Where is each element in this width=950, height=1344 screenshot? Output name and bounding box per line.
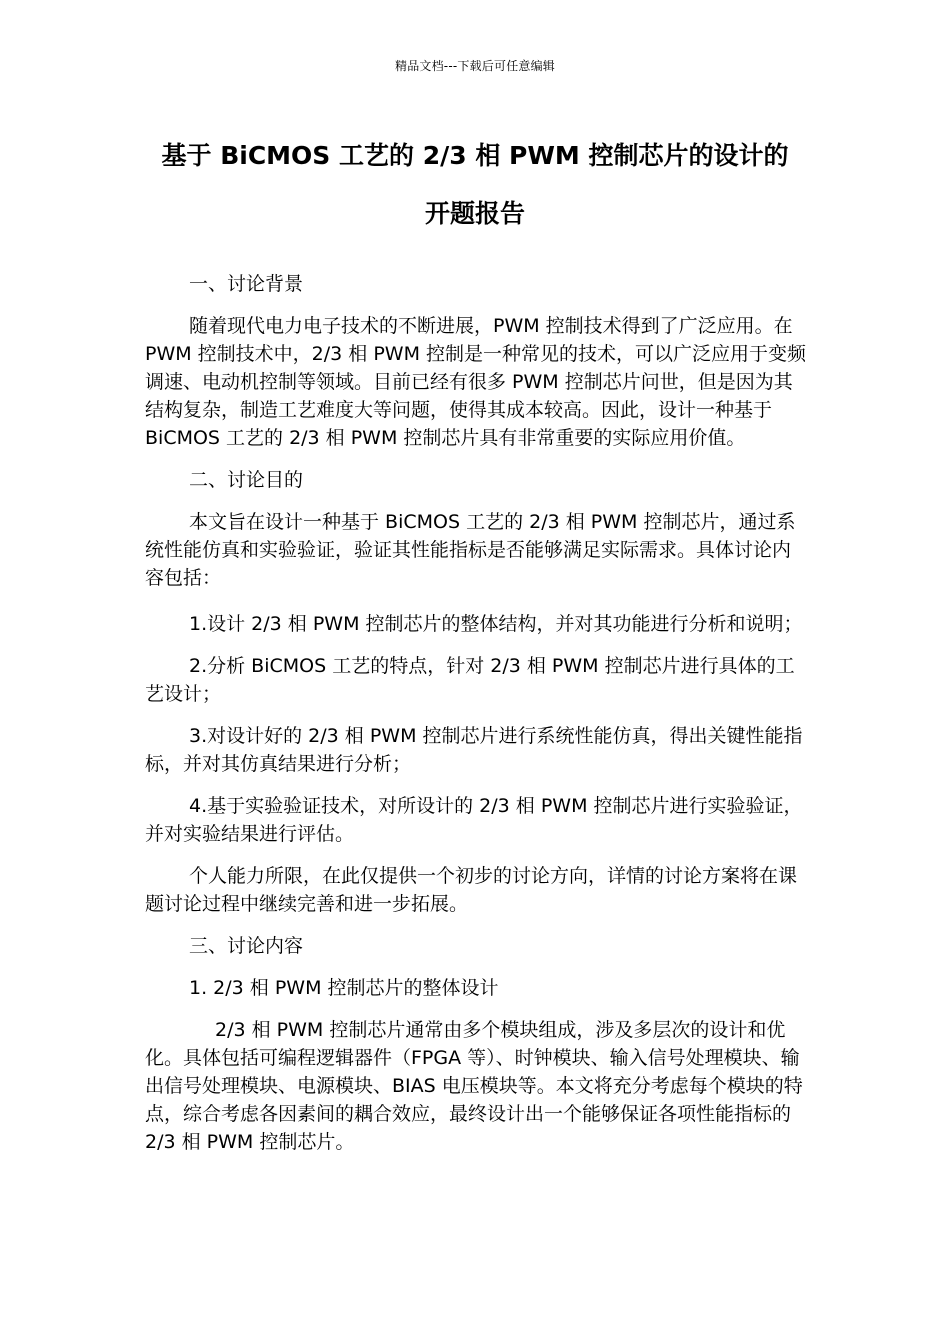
purpose-note-paragraph: 个人能力所限，在此仅提供一个初步的讨论方向，详情的讨论方案将在课题讨论过程中继续完善和进一步拓展。 [145,865,798,915]
content-subheading-1: 1. 2/3 相 PWM 控制芯片的整体设计 [189,977,499,999]
purpose-list-item-2: 2.分析 BiCMOS 工艺的特点，针对 2/3 相 PWM 控制芯片进行具体的工艺设计； [145,655,795,705]
document-title-line-2: 开题报告 [424,199,525,228]
page-header-note: 精品文档---下载后可任意编辑 [395,59,555,73]
section-heading-background: 一、讨论背景 [189,273,304,295]
purpose-paragraph: 本文旨在设计一种基于 BiCMOS 工艺的 2/3 相 PWM 控制芯片，通过系统性能仿真和实验验证，验证其性能指标是否能够满足实际需求。具体讨论内容包括： [145,511,796,589]
purpose-list-item-3: 3.对设计好的 2/3 相 PWM 控制芯片进行系统性能仿真，得出关键性能指标，并对其仿真结果进行分析； [145,725,803,775]
background-paragraph: 随着现代电力电子技术的不断进展，PWM 控制技术得到了广泛应用。在 PWM 控制技术中，2/3 相 PWM 控制是一种常见的技术，可以广泛应用于变频调速、电动机控制等领域。目前已经有很多 PWM 控制芯片问世，但是因为其结构复杂，制造工艺难度大等问题，使得其成本较高。因此，设计一种基于 BiCMOS 工艺的 2/3 相 PWM 控制芯片具有非常重要的实际应用价值。 [145,315,807,449]
document-title-line-1: 基于 BiCMOS 工艺的 2/3 相 PWM 控制芯片的设计的 [161,141,789,170]
section-heading-content: 三、讨论内容 [189,935,304,957]
purpose-list-item-4: 4.基于实验验证技术，对所设计的 2/3 相 PWM 控制芯片进行实验验证，并对实验结果进行评估。 [145,795,803,845]
purpose-list-item-1: 1.设计 2/3 相 PWM 控制芯片的整体结构，并对其功能进行分析和说明； [189,613,803,635]
content-subsection-1-paragraph: 2/3 相 PWM 控制芯片通常由多个模块组成，涉及多层次的设计和优化。具体包括可编程逻辑器件（FPGA 等）、时钟模块、输入信号处理模块、输出信号处理模块、电源模块、BIAS 电压模块等。本文将充分考虑每个模块的特点，综合考虑各因素间的耦合效应，最终设计出一个能够保证各项性能指标的 2/3 相 PWM 控制芯片。 [145,1019,803,1153]
section-heading-purpose: 二、讨论目的 [189,469,304,491]
document-body [145,270,807,1156]
